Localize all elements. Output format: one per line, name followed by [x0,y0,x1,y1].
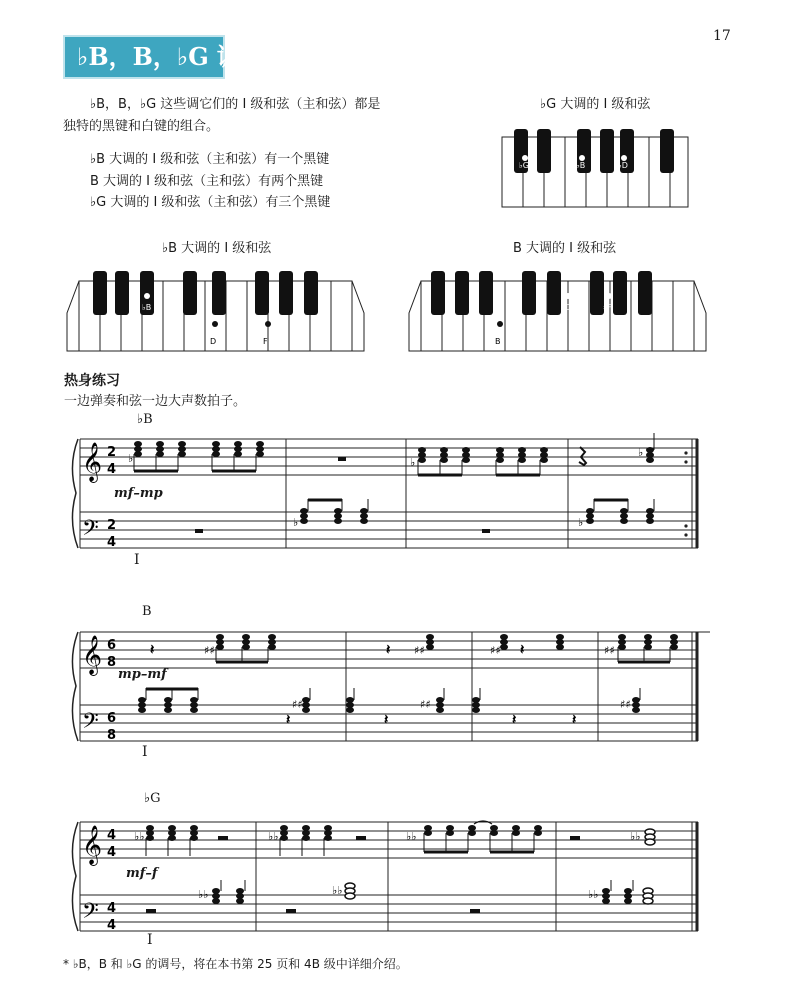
system-3-time-top: 4 [107,828,117,843]
flat-icon: ♭ [638,446,644,459]
system-2-time-bottom: 8 [107,655,117,670]
svg-text:𝄽: 𝄽 [384,712,389,728]
system-2-roman-numeral: I [142,744,148,760]
bflat-keyboard [65,267,367,353]
gflat-keyboard-caption: ♭G 大调的 I 级和弦 [540,97,651,112]
b-key-label: B [495,337,501,346]
b-keyboard [407,267,709,353]
flat-icon: ♭♭ [332,884,343,897]
flat-icon: ♭♭ [588,888,599,901]
system-2-time-bottom: 8 [107,728,117,743]
system-3-roman-numeral: I [147,932,153,948]
system-2-dynamic: mp–mf [118,667,167,682]
svg-text:𝄽: 𝄽 [386,642,391,658]
fact-gflat: ♭G 大调的 I 级和弦（主和弦）有三个黑键 [90,195,331,210]
section-title: ♭B，B，♭G 调 [63,35,225,79]
svg-text:𝄽: 𝄽 [520,642,525,658]
warmup-instruction: 一边弹奏和弦一边大声数拍子。 [64,394,247,409]
flat-icon: ♭♭ [198,888,209,901]
system-3-time-top: 4 [107,901,117,916]
system-1-roman-numeral: I [134,552,140,568]
flat-icon: ♭ [293,516,299,529]
system-3-time-bottom: 4 [107,918,117,933]
svg-text:𝄢: 𝄢 [82,709,99,739]
system-3-time-bottom: 4 [107,845,117,860]
flat-icon: ♭ [578,516,584,529]
system-3-dynamic: mf–f [126,866,158,881]
bflat-key-label: ♭B [142,303,152,312]
svg-text:𝄽: 𝄽 [150,642,155,658]
svg-text:𝄞: 𝄞 [82,825,103,865]
svg-text:𝄞: 𝄞 [82,442,103,482]
gflat-key-label: ♭B [576,161,586,170]
system-1-time-top: 2 [107,518,117,533]
fact-b: B 大调的 I 级和弦（主和弦）有两个黑键 [90,174,324,189]
intro-line-2: 独特的黑键和白键的组合。 [63,119,220,134]
svg-text:𝄢: 𝄢 [82,899,99,929]
svg-text:𝄽: 𝄽 [286,712,291,728]
svg-text:𝄽: 𝄽 [572,712,577,728]
sharp-icon: ♯♯ [604,644,615,657]
system-1-dynamic: mf–mp [114,486,163,501]
fact-bflat: ♭B 大调的 I 级和弦（主和弦）有一个黑键 [90,152,330,167]
system-3-score [60,808,710,933]
sharp-icon: ♯♯ [414,644,425,657]
page-number: 17 [713,28,731,44]
system-2-time-top: 6 [107,711,117,726]
bflat-key-label: F [263,337,268,346]
sharp-icon: ♯♯ [292,698,303,711]
warmup-title: 热身练习 [64,373,120,389]
system-2-time-top: 6 [107,638,117,653]
b-keyboard-caption: B 大调的 I 级和弦 [513,241,617,256]
svg-text:𝄽: 𝄽 [512,712,517,728]
flat-icon: ♭ [128,452,134,465]
system-2-key: B [142,604,152,619]
svg-text:𝄞: 𝄞 [82,635,103,675]
svg-text:𝄢: 𝄢 [82,516,99,546]
b-key-label: ♯F [603,303,612,312]
sharp-icon: ♯♯ [620,698,631,711]
system-1-time-bottom: 4 [107,535,117,550]
bflat-keyboard-caption: ♭B 大调的 I 级和弦 [162,241,272,256]
footnote: * ♭B，B 和 ♭G 的调号，将在本书第 25 页和 4B 级中详细介绍。 [63,957,408,971]
sharp-icon: ♯♯ [490,644,501,657]
flat-icon: ♭♭ [406,830,417,843]
system-1-time-bottom: 4 [107,462,117,477]
sharp-icon: ♯♯ [204,644,215,657]
sharp-icon: ♯♯ [420,698,431,711]
system-3-key: ♭G [144,791,161,806]
flat-icon: ♭♭ [268,830,279,843]
gflat-keyboard [497,125,691,209]
flat-icon: ♭♭ [630,830,641,843]
gflat-key-label: ♭G [519,161,529,170]
flat-icon: ♭♭ [134,830,145,843]
system-1-time-top: 2 [107,445,117,460]
intro-line-1: ♭B，B，♭G 这些调它们的 I 级和弦（主和弦）都是 [90,97,381,112]
b-key-label: ♯D [562,303,573,312]
bflat-key-label: D [210,337,217,346]
system-1-key: ♭B [137,412,153,427]
gflat-key-label: ♭D [618,161,628,170]
flat-icon: ♭ [410,456,416,469]
